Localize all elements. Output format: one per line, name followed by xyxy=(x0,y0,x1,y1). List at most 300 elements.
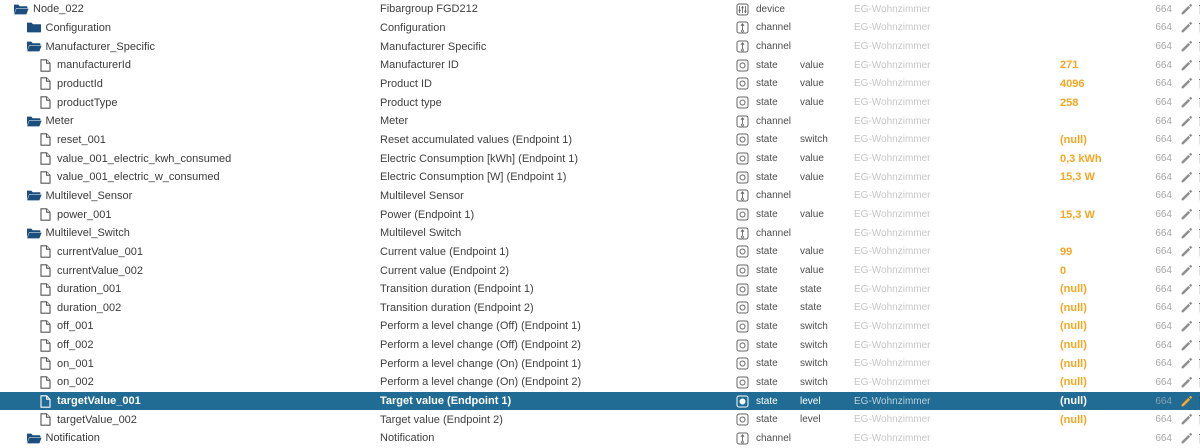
object-description: Meter xyxy=(380,115,409,128)
table-row[interactable] xyxy=(0,354,1200,373)
object-role-label: value xyxy=(800,209,824,221)
object-role-label: state xyxy=(800,302,822,314)
edit-pencil-icon[interactable] xyxy=(1180,339,1193,352)
object-type-label: channel xyxy=(756,22,792,34)
table-row[interactable] xyxy=(0,168,1200,187)
value-label: 0 xyxy=(1060,264,1067,277)
folder-open-icon[interactable] xyxy=(26,40,42,53)
folder-open-icon[interactable] xyxy=(13,3,29,16)
counter-label: 664 xyxy=(1155,265,1172,277)
counter-label: 664 xyxy=(1155,283,1172,295)
counter-label: 664 xyxy=(1155,414,1172,426)
value-label: 15,3 W xyxy=(1060,208,1095,221)
object-description: Perform a level change (Off) (Endpoint 2) xyxy=(380,339,581,352)
file-icon xyxy=(40,208,51,221)
object-description: Multilevel Sensor xyxy=(380,189,464,202)
edit-pencil-icon[interactable] xyxy=(1180,21,1193,34)
object-description: Transition duration (Endpoint 2) xyxy=(380,301,534,314)
object-id-label[interactable]: duration_002 xyxy=(57,301,122,314)
object-type-label: channel xyxy=(756,227,792,239)
object-id-label[interactable]: on_001 xyxy=(57,357,94,370)
object-id-label[interactable]: currentValue_001 xyxy=(57,245,144,258)
counter-label: 664 xyxy=(1155,376,1172,388)
object-id-label[interactable]: Configuration xyxy=(45,21,111,34)
counter-label: 664 xyxy=(1155,339,1172,351)
folder-open-icon[interactable] xyxy=(26,432,42,445)
edit-pencil-icon[interactable] xyxy=(1180,283,1193,296)
edit-pencil-icon[interactable] xyxy=(1180,395,1193,408)
row-actions xyxy=(1180,432,1200,445)
room-label: EG-Wohnzimmer xyxy=(854,59,931,71)
value-label: 258 xyxy=(1060,96,1079,109)
edit-pencil-icon[interactable] xyxy=(1180,189,1193,202)
row-actions xyxy=(1180,339,1200,352)
object-description: Power (Endpoint 1) xyxy=(380,208,475,221)
row-actions xyxy=(1180,413,1200,426)
object-description: Target value (Endpoint 2) xyxy=(380,413,503,426)
counter-label: 664 xyxy=(1155,395,1172,407)
tree-cell xyxy=(0,227,380,240)
object-id-label[interactable]: currentValue_002 xyxy=(57,264,144,277)
row-actions xyxy=(1180,21,1200,34)
object-description: Manufacturer ID xyxy=(380,59,459,72)
edit-pencil-icon[interactable] xyxy=(1180,264,1193,277)
row-actions xyxy=(1180,3,1200,16)
room-label: EG-Wohnzimmer xyxy=(854,134,931,146)
table-row[interactable] xyxy=(0,187,1200,206)
edit-pencil-icon[interactable] xyxy=(1180,171,1193,184)
counter-label: 664 xyxy=(1155,78,1172,90)
object-description: Perform a level change (On) (Endpoint 1) xyxy=(380,357,582,370)
edit-pencil-icon[interactable] xyxy=(1180,320,1193,333)
edit-pencil-icon[interactable] xyxy=(1180,40,1193,53)
object-id-label[interactable]: productType xyxy=(57,96,118,109)
counter-label: 664 xyxy=(1155,3,1172,15)
value-label: 0,3 kWh xyxy=(1060,152,1102,165)
channel-icon xyxy=(736,432,749,445)
file-icon xyxy=(40,171,51,184)
object-id-label[interactable]: Node_022 xyxy=(33,3,84,16)
object-type-label: state xyxy=(756,246,778,258)
object-description: Current value (Endpoint 2) xyxy=(380,264,510,277)
object-description: Reset accumulated values (Endpoint 1) xyxy=(380,133,572,146)
table-row[interactable] xyxy=(0,280,1200,299)
room-label: EG-Wohnzimmer xyxy=(854,97,931,109)
row-actions xyxy=(1180,301,1200,314)
state-icon xyxy=(736,208,749,221)
object-type-label: state xyxy=(756,395,778,407)
state-icon xyxy=(736,301,749,314)
type-icon-cell xyxy=(736,189,756,202)
table-row[interactable] xyxy=(0,299,1200,318)
object-description: Current value (Endpoint 1) xyxy=(380,245,510,258)
edit-pencil-icon[interactable] xyxy=(1180,152,1193,165)
counter-label: 664 xyxy=(1155,190,1172,202)
type-icon-cell xyxy=(736,264,756,277)
object-role-label: value xyxy=(800,246,824,258)
row-actions xyxy=(1180,152,1200,165)
tree-cell xyxy=(0,395,380,408)
value-label: 15,3 W xyxy=(1060,171,1095,184)
type-icon-cell xyxy=(736,301,756,314)
room-label: EG-Wohnzimmer xyxy=(854,358,931,370)
folder-open-icon[interactable] xyxy=(26,115,42,128)
channel-icon xyxy=(736,115,749,128)
tree-cell xyxy=(0,3,380,16)
counter-label: 664 xyxy=(1155,171,1172,183)
room-label: EG-Wohnzimmer xyxy=(854,376,931,388)
object-type-label: state xyxy=(756,78,778,90)
edit-pencil-icon[interactable] xyxy=(1180,59,1193,72)
room-label: EG-Wohnzimmer xyxy=(854,227,931,239)
object-type-label: state xyxy=(756,358,778,370)
tree-cell xyxy=(0,357,380,370)
file-icon xyxy=(40,59,51,72)
table-row[interactable] xyxy=(0,93,1200,112)
object-id-label[interactable]: on_002 xyxy=(57,376,94,389)
tree-cell xyxy=(0,245,380,258)
folder-open-icon[interactable] xyxy=(26,189,42,202)
state-icon xyxy=(736,59,749,72)
value-label: (null) xyxy=(1060,395,1087,408)
table-row[interactable] xyxy=(0,37,1200,56)
room-label: EG-Wohnzimmer xyxy=(854,22,931,34)
table-row[interactable] xyxy=(0,56,1200,75)
type-icon-cell xyxy=(736,115,756,128)
tree-cell xyxy=(0,264,380,277)
object-id-label[interactable]: duration_001 xyxy=(57,283,122,296)
table-row[interactable] xyxy=(0,149,1200,168)
value-label: (null) xyxy=(1060,413,1087,426)
object-type-label: state xyxy=(756,97,778,109)
object-type-label: channel xyxy=(756,190,792,202)
table-row[interactable] xyxy=(0,261,1200,280)
object-id-label[interactable]: manufacturerId xyxy=(57,59,131,72)
edit-pencil-icon[interactable] xyxy=(1180,115,1193,128)
object-type-label: state xyxy=(756,283,778,295)
object-type-label: channel xyxy=(756,41,792,53)
tree-cell xyxy=(0,413,380,426)
edit-pencil-icon[interactable] xyxy=(1180,208,1193,221)
tree-cell xyxy=(0,432,380,445)
state-icon xyxy=(736,339,749,352)
row-actions xyxy=(1180,40,1200,53)
type-icon-cell xyxy=(736,3,756,16)
room-label: EG-Wohnzimmer xyxy=(854,339,931,351)
value-label: (null) xyxy=(1060,339,1087,352)
object-id-label[interactable]: power_001 xyxy=(57,208,112,221)
type-icon-cell xyxy=(736,59,756,72)
file-icon xyxy=(40,77,51,90)
edit-pencil-icon[interactable] xyxy=(1180,432,1193,445)
value-label: 271 xyxy=(1060,59,1079,72)
file-icon xyxy=(40,301,51,314)
file-icon xyxy=(40,413,51,426)
counter-label: 664 xyxy=(1155,209,1172,221)
object-type-label: state xyxy=(756,134,778,146)
table-row[interactable] xyxy=(0,75,1200,94)
object-description: Notification xyxy=(380,432,435,445)
counter-label: 664 xyxy=(1155,246,1172,258)
object-id-label[interactable]: targetValue_002 xyxy=(57,413,137,426)
object-description: Perform a level change (Off) (Endpoint 1) xyxy=(380,320,581,333)
edit-pencil-icon[interactable] xyxy=(1180,96,1193,109)
table-row[interactable] xyxy=(0,429,1200,448)
file-icon xyxy=(40,283,51,296)
object-type-label: state xyxy=(756,209,778,221)
object-type-label: state xyxy=(756,171,778,183)
counter-label: 664 xyxy=(1155,320,1172,332)
row-actions xyxy=(1180,189,1200,202)
state-icon xyxy=(736,283,749,296)
tree-cell xyxy=(0,376,380,389)
tree-cell xyxy=(0,59,380,72)
folder-open-icon[interactable] xyxy=(26,227,42,240)
type-icon-cell xyxy=(736,432,756,445)
state-icon xyxy=(736,376,749,389)
edit-pencil-icon[interactable] xyxy=(1180,376,1193,389)
object-id-label[interactable]: reset_001 xyxy=(57,133,106,146)
file-icon xyxy=(40,245,51,258)
channel-icon xyxy=(736,227,749,240)
object-role-label: switch xyxy=(800,339,828,351)
file-icon xyxy=(40,96,51,109)
row-actions xyxy=(1180,115,1200,128)
state-icon xyxy=(736,96,749,109)
file-icon xyxy=(40,339,51,352)
edit-pencil-icon[interactable] xyxy=(1180,227,1193,240)
tree-cell xyxy=(0,339,380,352)
state-icon xyxy=(736,245,749,258)
type-icon-cell xyxy=(736,77,756,90)
value-label: (null) xyxy=(1060,301,1087,314)
table-row[interactable] xyxy=(0,112,1200,131)
value-label: (null) xyxy=(1060,376,1087,389)
type-icon-cell xyxy=(736,152,756,165)
channel-icon xyxy=(736,40,749,53)
file-icon xyxy=(40,395,51,408)
folder-closed-icon[interactable] xyxy=(26,21,42,34)
object-description: Perform a level change (On) (Endpoint 2) xyxy=(380,376,582,389)
file-icon xyxy=(40,264,51,277)
object-description: Product type xyxy=(380,96,442,109)
state-icon xyxy=(736,264,749,277)
table-row[interactable] xyxy=(0,410,1200,429)
state-icon xyxy=(736,152,749,165)
row-actions xyxy=(1180,59,1200,72)
type-icon-cell xyxy=(736,376,756,389)
value-label: (null) xyxy=(1060,133,1087,146)
device-icon xyxy=(736,3,749,16)
object-role-label: value xyxy=(800,59,824,71)
row-actions xyxy=(1180,77,1200,90)
room-label: EG-Wohnzimmer xyxy=(854,302,931,314)
object-role-label: value xyxy=(800,78,824,90)
type-icon-cell xyxy=(736,21,756,34)
state-icon xyxy=(736,357,749,370)
object-role-label: switch xyxy=(800,376,828,388)
tree-cell xyxy=(0,96,380,109)
edit-pencil-icon[interactable] xyxy=(1180,77,1193,90)
object-description: Electric Consumption [W] (Endpoint 1) xyxy=(380,171,567,184)
table-row[interactable] xyxy=(0,317,1200,336)
value-label: 4096 xyxy=(1060,77,1085,90)
row-actions xyxy=(1180,171,1200,184)
tree-cell xyxy=(0,301,380,314)
counter-label: 664 xyxy=(1155,302,1172,314)
room-label: EG-Wohnzimmer xyxy=(854,78,931,90)
table-row[interactable] xyxy=(0,392,1200,411)
object-type-label: channel xyxy=(756,432,792,444)
object-id-label[interactable]: targetValue_001 xyxy=(57,395,141,408)
tree-cell xyxy=(0,77,380,90)
object-id-label[interactable]: productId xyxy=(57,77,103,90)
file-icon xyxy=(40,133,51,146)
room-label: EG-Wohnzimmer xyxy=(854,190,931,202)
object-description: Product ID xyxy=(380,77,432,90)
object-id-label[interactable]: value_001_electric_w_consumed xyxy=(57,171,220,184)
edit-pencil-icon[interactable] xyxy=(1180,3,1193,16)
object-role-label: level xyxy=(800,414,821,426)
row-actions xyxy=(1180,283,1200,296)
row-actions xyxy=(1180,245,1200,258)
object-description: Configuration xyxy=(380,21,446,34)
row-actions xyxy=(1180,208,1200,221)
object-role-label: value xyxy=(800,153,824,165)
tree-cell xyxy=(0,133,380,146)
type-icon-cell xyxy=(736,40,756,53)
object-description: Electric Consumption [kWh] (Endpoint 1) xyxy=(380,152,579,165)
row-actions xyxy=(1180,96,1200,109)
counter-label: 664 xyxy=(1155,358,1172,370)
edit-pencil-icon[interactable] xyxy=(1180,133,1193,146)
row-actions xyxy=(1180,133,1200,146)
counter-label: 664 xyxy=(1155,22,1172,34)
object-type-label: state xyxy=(756,302,778,314)
file-icon xyxy=(40,376,51,389)
file-icon xyxy=(40,357,51,370)
object-id-label[interactable]: Multilevel_Sensor xyxy=(45,189,133,202)
table-row[interactable] xyxy=(0,243,1200,262)
object-description: Fibargroup FGD212 xyxy=(380,3,478,16)
value-label: (null) xyxy=(1060,357,1087,370)
type-icon-cell xyxy=(736,245,756,258)
channel-icon xyxy=(736,189,749,202)
tree-cell xyxy=(0,320,380,333)
edit-pencil-icon[interactable] xyxy=(1180,413,1193,426)
edit-pencil-icon[interactable] xyxy=(1180,301,1193,314)
object-type-label: state xyxy=(756,376,778,388)
object-id-label[interactable]: value_001_electric_kwh_consumed xyxy=(57,152,232,165)
row-actions xyxy=(1180,264,1200,277)
row-actions xyxy=(1180,376,1200,389)
tree-cell xyxy=(0,21,380,34)
counter-label: 664 xyxy=(1155,41,1172,53)
object-role-label: switch xyxy=(800,358,828,370)
type-icon-cell xyxy=(736,339,756,352)
object-role-label: level xyxy=(800,395,821,407)
object-id-label[interactable]: off_001 xyxy=(57,320,94,333)
state-icon xyxy=(736,77,749,90)
object-description: Multilevel Switch xyxy=(380,227,462,240)
value-label: 99 xyxy=(1060,245,1073,258)
channel-icon xyxy=(736,21,749,34)
counter-label: 664 xyxy=(1155,227,1172,239)
object-id-label[interactable]: off_002 xyxy=(57,339,94,352)
counter-label: 664 xyxy=(1155,59,1172,71)
table-row[interactable] xyxy=(0,373,1200,392)
value-label: (null) xyxy=(1060,283,1087,296)
edit-pencil-icon[interactable] xyxy=(1180,357,1193,370)
tree-cell xyxy=(0,40,380,53)
object-id-label[interactable]: Manufacturer_Specific xyxy=(45,40,155,53)
file-icon xyxy=(40,320,51,333)
object-id-label[interactable]: Meter xyxy=(45,115,74,128)
table-row[interactable] xyxy=(0,336,1200,355)
row-actions xyxy=(1180,320,1200,333)
tree-cell xyxy=(0,115,380,128)
type-icon-cell xyxy=(736,96,756,109)
room-label: EG-Wohnzimmer xyxy=(854,153,931,165)
row-actions xyxy=(1180,357,1200,370)
object-type-label: state xyxy=(756,339,778,351)
tree-cell xyxy=(0,152,380,165)
tree-cell xyxy=(0,283,380,296)
table-row[interactable] xyxy=(0,0,1200,19)
type-icon-cell xyxy=(736,208,756,221)
room-label: EG-Wohnzimmer xyxy=(854,414,931,426)
row-actions xyxy=(1180,395,1200,408)
type-icon-cell xyxy=(736,395,756,408)
row-actions xyxy=(1180,227,1200,240)
type-icon-cell xyxy=(736,133,756,146)
object-description: Transition duration (Endpoint 1) xyxy=(380,283,534,296)
table-row[interactable] xyxy=(0,224,1200,243)
object-description: Manufacturer Specific xyxy=(380,40,487,53)
state-icon xyxy=(736,413,749,426)
table-row[interactable] xyxy=(0,131,1200,150)
tree-cell xyxy=(0,189,380,202)
state-icon xyxy=(736,395,749,408)
room-label: EG-Wohnzimmer xyxy=(854,283,931,295)
object-role-label: value xyxy=(800,265,824,277)
room-label: EG-Wohnzimmer xyxy=(854,395,931,407)
edit-pencil-icon[interactable] xyxy=(1180,245,1193,258)
room-label: EG-Wohnzimmer xyxy=(854,3,931,15)
object-id-label[interactable]: Multilevel_Switch xyxy=(45,227,130,240)
type-icon-cell xyxy=(736,171,756,184)
object-type-label: state xyxy=(756,59,778,71)
room-label: EG-Wohnzimmer xyxy=(854,115,931,127)
object-role-label: state xyxy=(800,283,822,295)
table-row[interactable] xyxy=(0,19,1200,38)
type-icon-cell xyxy=(736,357,756,370)
object-type-label: state xyxy=(756,265,778,277)
object-type-label: device xyxy=(756,3,785,15)
tree-cell xyxy=(0,208,380,221)
counter-label: 664 xyxy=(1155,134,1172,146)
table-row[interactable] xyxy=(0,205,1200,224)
counter-label: 664 xyxy=(1155,115,1172,127)
file-icon xyxy=(40,152,51,165)
object-id-label[interactable]: Notification xyxy=(45,432,100,445)
room-label: EG-Wohnzimmer xyxy=(854,432,931,444)
room-label: EG-Wohnzimmer xyxy=(854,246,931,258)
counter-label: 664 xyxy=(1155,153,1172,165)
object-type-label: state xyxy=(756,320,778,332)
room-label: EG-Wohnzimmer xyxy=(854,320,931,332)
value-label: (null) xyxy=(1060,320,1087,333)
